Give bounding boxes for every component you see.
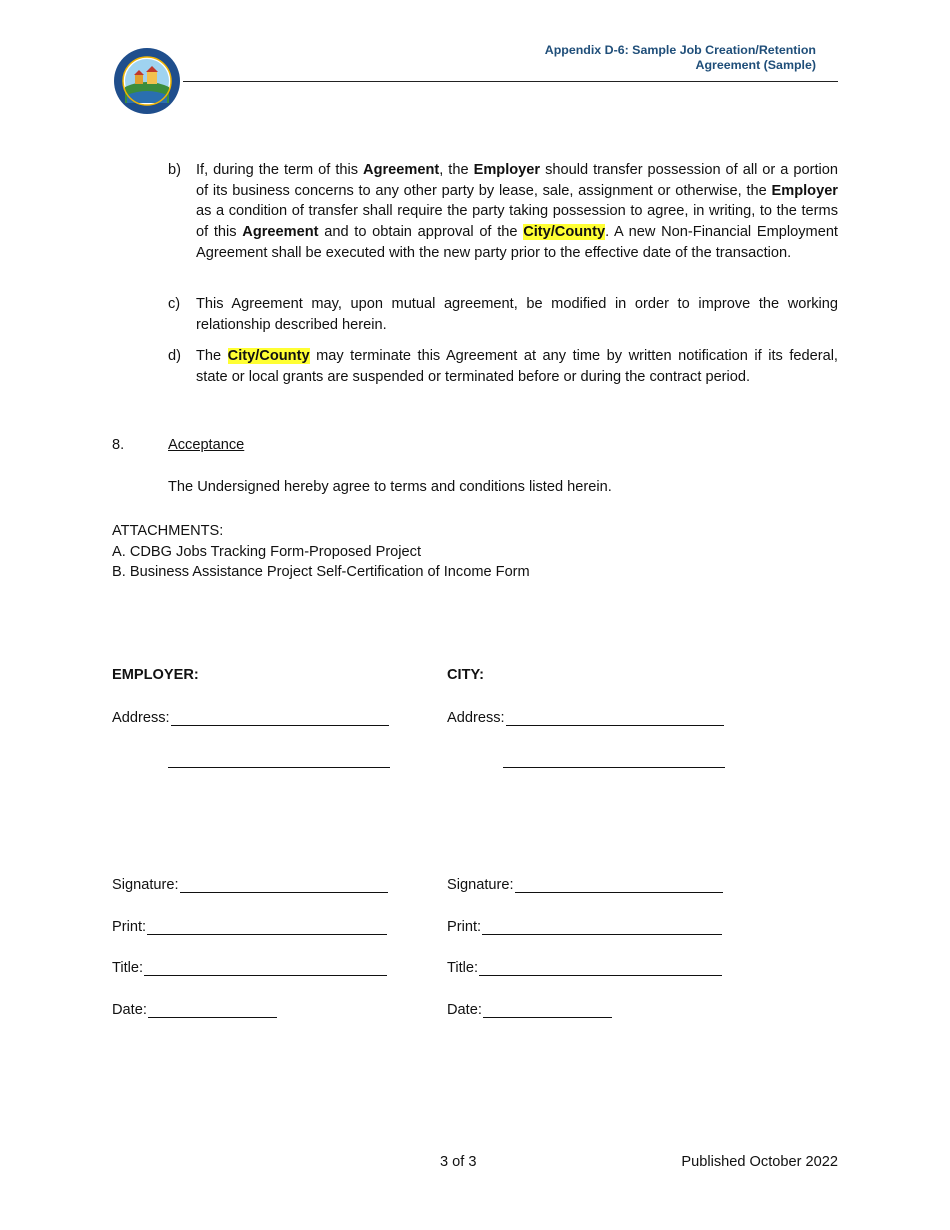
employer-title-line[interactable]	[144, 959, 387, 976]
city-date-field	[447, 1001, 612, 1018]
document-header	[545, 43, 816, 73]
employer-date-field	[112, 1001, 277, 1018]
clause-label: d)	[168, 348, 181, 364]
clause-run: The	[196, 348, 228, 364]
section-body: The Undersigned hereby agree to terms and conditions listed herein.	[168, 479, 612, 495]
clause-run: , the	[439, 162, 474, 178]
employer-address-field	[112, 709, 389, 726]
employer-address-line-2[interactable]	[168, 751, 390, 768]
clause-text	[196, 346, 838, 387]
title-label: Title:	[447, 960, 479, 976]
bold-term: Employer	[473, 162, 541, 178]
employer-signature-field	[112, 876, 388, 893]
clause-b	[168, 160, 838, 264]
employer-signature-line[interactable]	[180, 876, 388, 893]
section-number: 8.	[112, 437, 125, 453]
city-address-field-2	[503, 751, 725, 768]
employer-print-field	[112, 918, 387, 935]
clause-run: as a condition of transfer shall require the party taking possession to agree, in writing, to the terms of this	[196, 203, 838, 241]
city-address-field	[447, 709, 724, 726]
section-title: Acceptance	[168, 437, 245, 453]
address-label: Address:	[447, 710, 505, 726]
page-number: 3 of 3	[440, 1154, 477, 1170]
highlighted-term: City/County	[523, 224, 606, 241]
signature-label: Signature:	[112, 877, 179, 893]
clause-label: b)	[168, 162, 181, 178]
clause-run: should transfer possession of all or a portion of its business concerns to any other party by lease, sale, assignment or otherwise, the	[196, 162, 839, 199]
hcd-california-seal-logo	[113, 47, 181, 115]
print-label: Print:	[112, 919, 147, 935]
clause-label: c)	[168, 296, 181, 312]
attachment-item: A. CDBG Jobs Tracking Form-Proposed Project	[112, 543, 422, 560]
title-label: Title:	[112, 960, 144, 976]
clause-text	[196, 294, 838, 335]
date-label: Date:	[112, 1002, 147, 1018]
clause-run: If, during the term of this	[196, 162, 364, 178]
city-date-line[interactable]	[483, 1001, 612, 1018]
city-address-line-1[interactable]	[506, 709, 724, 726]
city-print-line[interactable]	[482, 918, 722, 935]
attachment-item: B. Business Assistance Project Self-Certification of Income Form	[112, 564, 530, 581]
print-label: Print:	[447, 919, 482, 935]
city-signature-line[interactable]	[515, 876, 723, 893]
address-label: Address:	[112, 710, 170, 726]
city-print-field	[447, 918, 722, 935]
date-label: Date:	[447, 1002, 482, 1018]
attachments	[112, 521, 530, 583]
employer-title-field	[112, 959, 387, 976]
published-date: Published October 2022	[681, 1154, 838, 1170]
header-title-line2: Agreement (Sample)	[695, 58, 816, 72]
employer-date-line[interactable]	[148, 1001, 277, 1018]
clause-c	[168, 294, 838, 335]
clause-run: . A new Non-Financial Employment Agreement shall be executed with the new party prior to the effective date of the transaction.	[196, 224, 838, 261]
city-signature-field	[447, 876, 723, 893]
clause-run: may terminate this Agreement at any time by written notification if its federal, state or local grants are suspended or terminated before or during the contract period.	[196, 348, 838, 385]
clause-run: This Agreement may, upon mutual agreement, be modified in order to improve the working relationship described herein.	[196, 296, 838, 333]
clause-text	[196, 160, 838, 264]
header-rule	[183, 81, 838, 82]
clause-run: and to obtain approval of the	[318, 224, 524, 241]
employer-address-line-1[interactable]	[171, 709, 389, 726]
clause-d	[168, 346, 838, 387]
bold-term: Agreement	[363, 162, 440, 178]
employer-address-field-2	[168, 751, 390, 768]
city-address-line-2[interactable]	[503, 751, 725, 768]
employer-print-line[interactable]	[147, 918, 387, 935]
bold-term: Employer	[771, 182, 838, 199]
employer-heading: EMPLOYER:	[112, 667, 199, 683]
attachments-heading: ATTACHMENTS:	[112, 523, 224, 539]
highlighted-term: City/County	[227, 348, 310, 364]
header-title-line1: Appendix D-6: Sample Job Creation/Retention	[544, 43, 816, 57]
bold-term: Agreement	[242, 224, 319, 241]
city-title-line[interactable]	[479, 959, 722, 976]
city-title-field	[447, 959, 722, 976]
signature-label: Signature:	[447, 877, 514, 893]
city-heading: CITY:	[447, 667, 485, 683]
